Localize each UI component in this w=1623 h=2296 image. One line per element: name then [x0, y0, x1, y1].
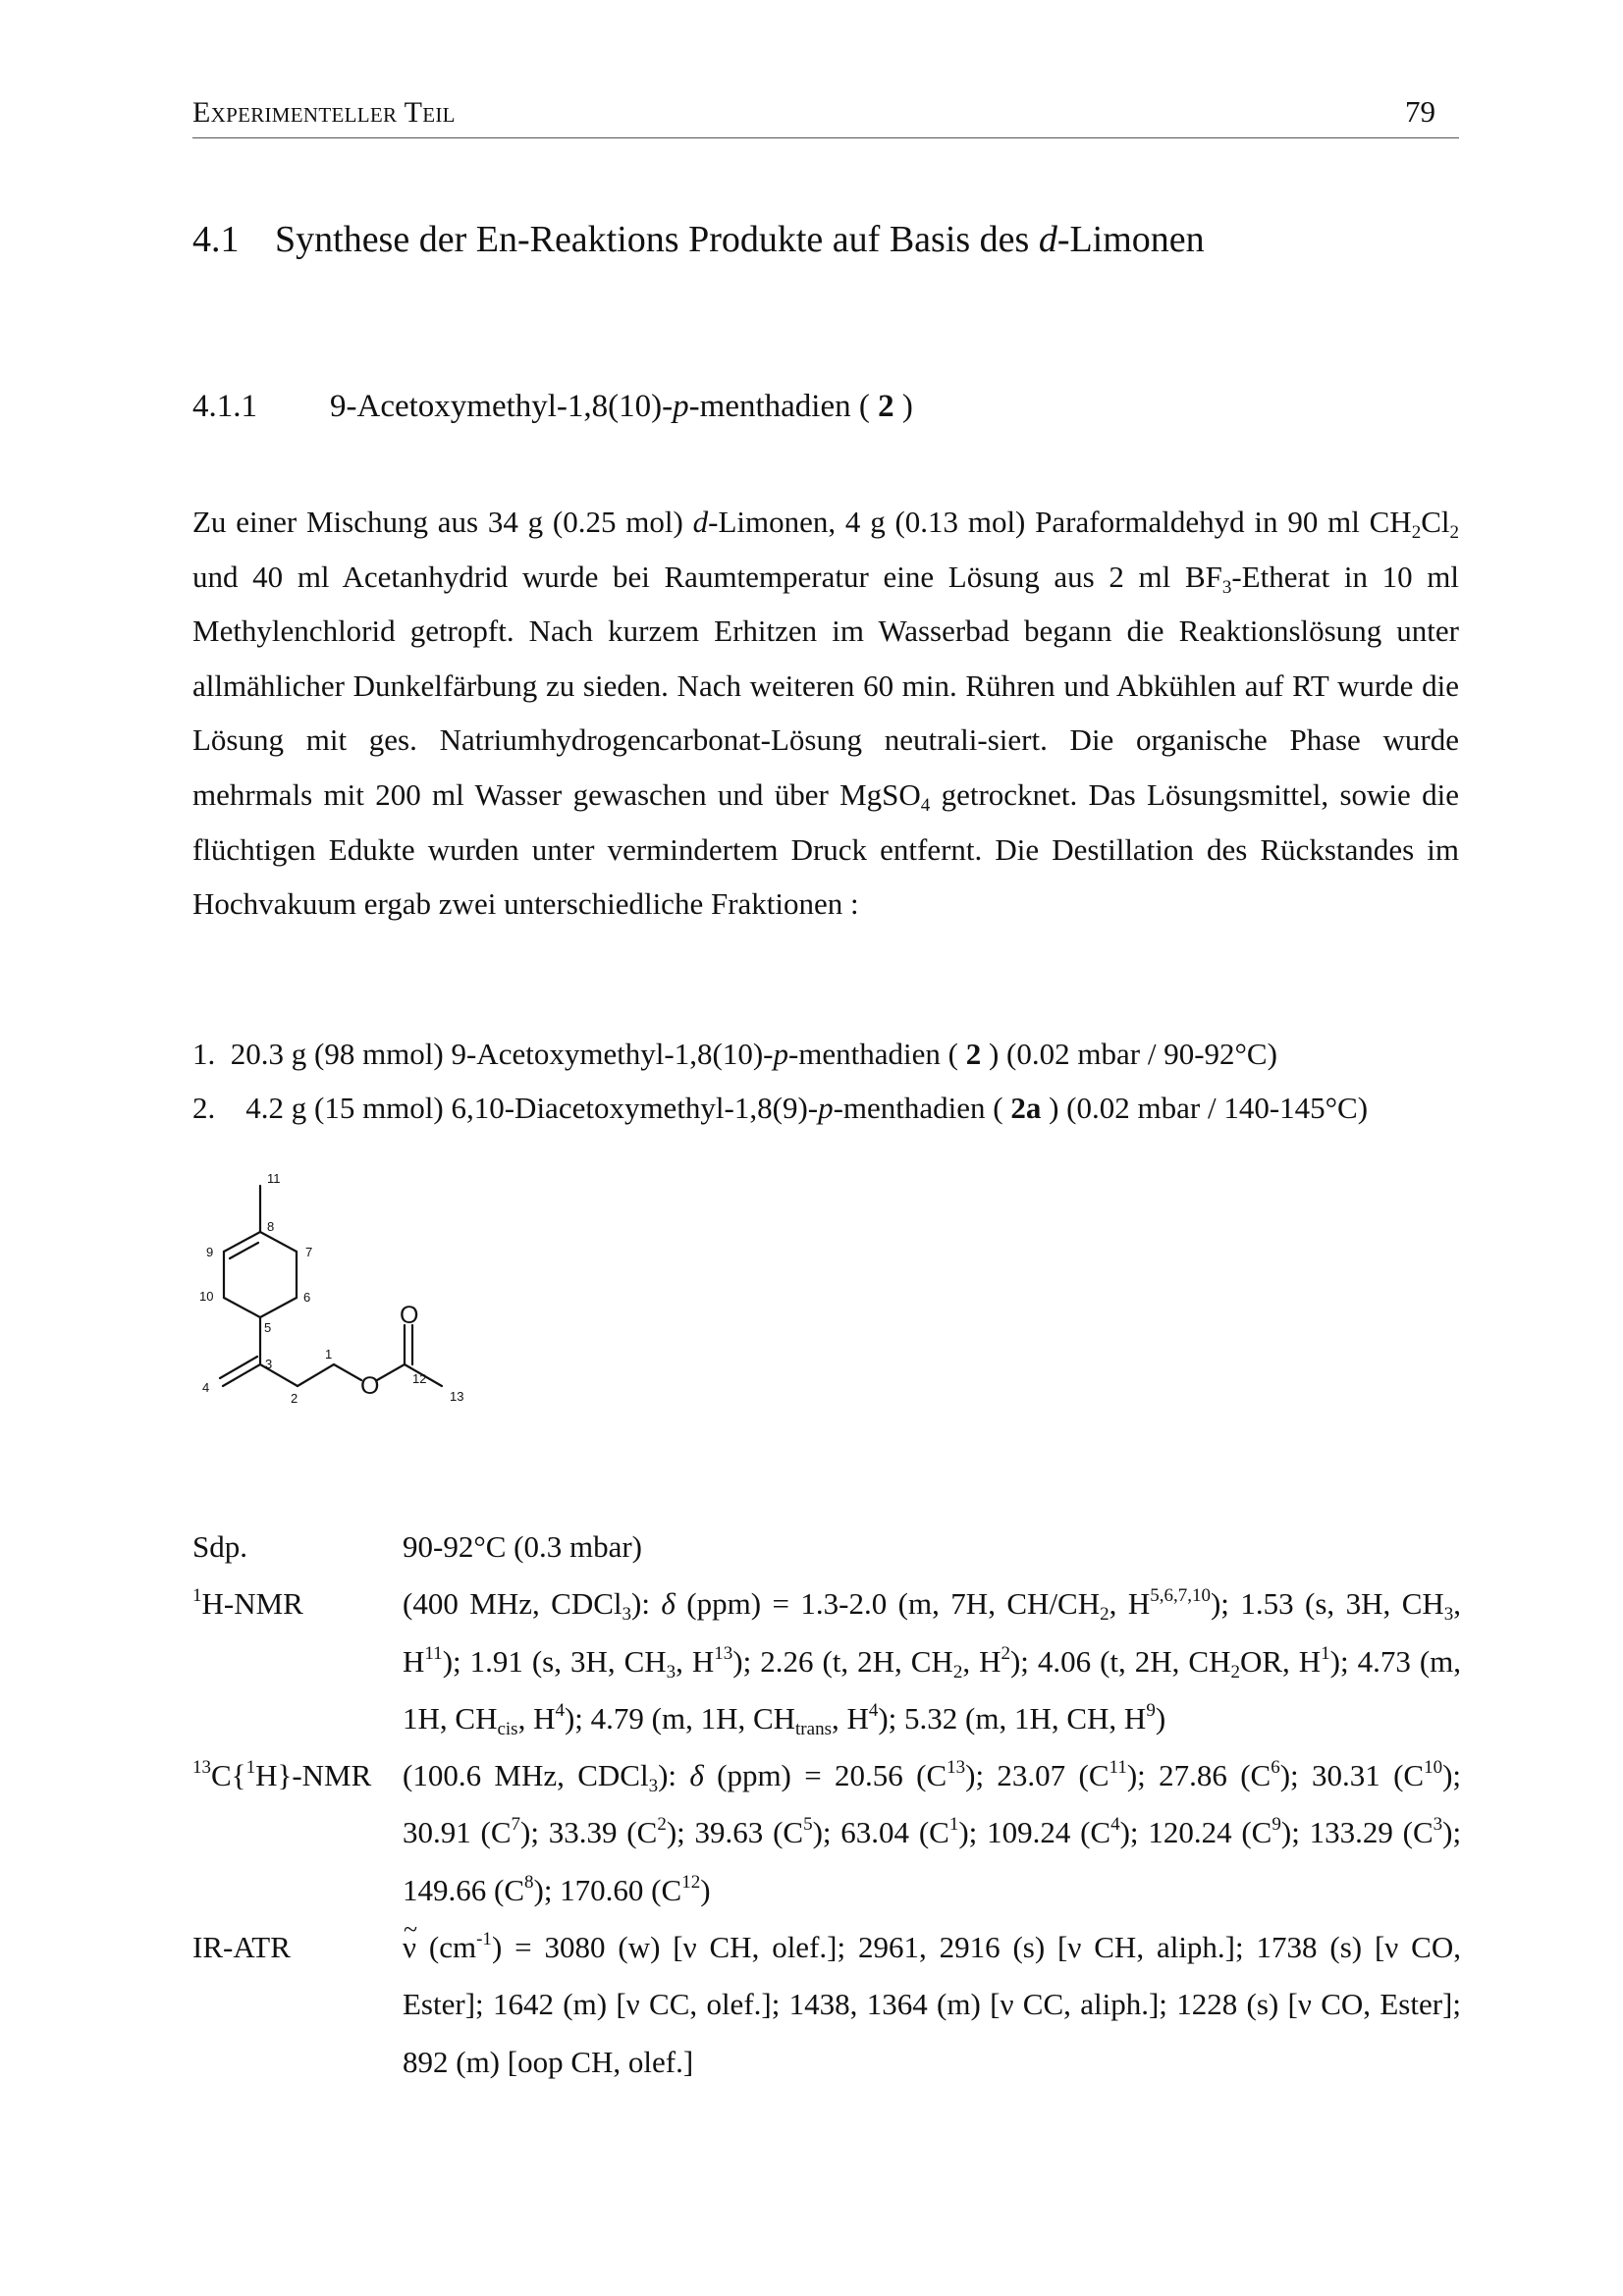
paragraph-text: Cl [1421, 505, 1450, 539]
bond [334, 1364, 361, 1380]
page-number: 79 [1405, 94, 1435, 129]
section-heading [192, 218, 1205, 261]
list-text: -menthadien ( [833, 1091, 1011, 1125]
list-italic: p [773, 1037, 788, 1071]
list-text: ) (0.02 mbar / 90-92°C) [981, 1037, 1277, 1071]
atom-label: 6 [303, 1290, 311, 1305]
bond [224, 1298, 260, 1317]
superscript: 1 [245, 1757, 256, 1779]
list-text: -menthadien ( [787, 1037, 966, 1071]
list-index: 1. [192, 1037, 216, 1071]
bond [260, 1298, 297, 1317]
list-text: 20.3 g (98 mmol) 9-Acetoxymethyl-1,8(10)- [230, 1037, 774, 1071]
bond-double [220, 1357, 257, 1378]
procedure-paragraph [192, 495, 1459, 932]
data-value: (400 MHz, CDCl$_3$): δ (ppm) = 1.3-2.0 (m, 7H, $CH/CH_2$, H$^{5,6,7,10}$); 1.53 (s, 3H, $CH_3$, $H^{11}$); 1.91 (s, 3H, $CH_3$, $H^{13}$); 2.26 (t, 2H, $CH_2$, $H^2$); 4.06 (t, 2H, $CH_2OR$, $H^1$); 4.73 (m, 1H, $CH_{cis}$, $H^4$); 4.79 (m, 1H, $CH_{trans}$, $H^4$); 5.32 (m, 1H, CH, $H^9$) [403, 1585, 1462, 1739]
superscript: 13 [192, 1757, 211, 1779]
subscript: 3 [1221, 576, 1232, 598]
wavenumber-symbol: ~ ν [403, 1919, 416, 1976]
list-text: 4.2 g (15 mmol) 6,10-Diacetoxymethyl-1,8(9)- [245, 1091, 819, 1125]
section-number: 4.1 [192, 219, 240, 260]
section-title-part: Synthese der En-Reaktions Produkte auf Basis des [275, 219, 1039, 260]
structure-diagram [187, 1168, 501, 1463]
oxygen-label: O [400, 1302, 419, 1329]
bond [224, 1232, 260, 1252]
superscript: 1 [192, 1585, 202, 1607]
atom-label: 13 [450, 1389, 464, 1404]
list-index: 2. [192, 1091, 216, 1125]
subsection-title-italic: p [673, 389, 689, 424]
subscript: 2 [1449, 522, 1459, 543]
atom-label: 9 [206, 1245, 214, 1259]
section-title-italic: d [1038, 219, 1057, 260]
paragraph-italic: d [692, 505, 709, 539]
label-text: H-NMR [201, 1586, 303, 1622]
data-row-sdp [192, 1519, 1461, 1575]
bond [377, 1364, 405, 1380]
data-label [192, 1575, 303, 1632]
data-label: Sdp. [192, 1529, 247, 1564]
data-row-cnmr [192, 1747, 1461, 1919]
list-text: ) (0.02 mbar / 140-145°C) [1041, 1091, 1369, 1125]
list-italic: p [818, 1091, 834, 1125]
subsection-number: 4.1.1 [192, 389, 257, 424]
atom-label: 4 [202, 1380, 210, 1395]
compound-number: 2 [965, 1037, 982, 1071]
subsection-title-part: 9-Acetoxymethyl-1,8(10)- [330, 389, 674, 424]
section-title-part: -Limonen [1056, 219, 1205, 260]
list-item [192, 1081, 1469, 1135]
atom-label: 11 [267, 1171, 281, 1186]
data-row-hnmr [192, 1575, 1461, 1747]
subscript: 4 [920, 794, 931, 816]
paragraph-text: getrocknet. Das Lösungsmittel, sowie die flüchtigen Edukte wurden unter vermindertem Druck entfernt. Die Destillation des Rückstandes im Hochvakuum ergab zwei unterschiedliche Fraktionen : [192, 776, 1459, 922]
fraction-list [192, 1027, 1469, 1135]
bond [298, 1364, 334, 1386]
bond [223, 1364, 260, 1386]
atom-label: 10 [199, 1289, 214, 1304]
atom-label: 3 [265, 1357, 273, 1371]
list-item [192, 1027, 1469, 1081]
subsection-heading [192, 389, 913, 425]
data-row-ir [192, 1919, 1461, 2091]
running-title: Experimenteller Teil [192, 96, 456, 129]
paragraph-text: -Etherat in 10 ml Methylenchlorid getropft. Nach kurzem Erhitzen im Wasserbad begann die Reaktionslösung unter allmählicher Dunkelfärbung zu sieden. Nach weiteren 60 min. Rühren und Abkühlen auf RT wurde die Lösung mit ges. Natriumhydrogencarbonat-Lösung neutrali-siert. Die organische Phase wurde mehrmals mit 200 ml Wasser gewaschen und über MgSO [192, 559, 1459, 812]
atom-label: 7 [305, 1245, 313, 1259]
paragraph-text: -Limonen, 4 g (0.13 mol) Paraformaldehyd in 90 ml CH [708, 505, 1412, 539]
atom-label: 2 [291, 1391, 298, 1406]
oxygen-label: O [360, 1372, 380, 1400]
atom-label: 8 [267, 1219, 275, 1234]
paragraph-text: Zu einer Mischung aus 34 g (0.25 mol) [192, 505, 693, 539]
paragraph-text: und 40 ml Acetanhydrid wurde bei Raumtemperatur eine Lösung aus 2 ml BF [192, 559, 1222, 594]
data-value: 90-92°C (0.3 mbar) [403, 1529, 642, 1564]
atom-label: 12 [412, 1371, 427, 1386]
data-value: (100.6 MHz, CDCl$_3$): δ (ppm) = 20.56 $(C^{13})$; 23.07 $(C^{11})$; 27.86 $(C^6)$; 30.31 $(C^{10})$; 30.91 $(C^7)$; 33.39 $(C^2)$; 39.63 $(C^5)$; 63.04 $(C^1)$; 109.24 $(C^4)$; 120.24 $(C^9)$; 133.29 $(C^3)$; 149.66 $(C^8)$; 170.60 $(C^{12})$ [403, 1757, 1462, 1907]
characterization-data [192, 1519, 1461, 2091]
label-text: C{ [211, 1758, 246, 1793]
subsection-title-part: -menthadien ( [688, 389, 879, 424]
label-text: H}-NMR [255, 1758, 372, 1793]
compound-number: 2 [878, 389, 894, 424]
subscript: 2 [1411, 522, 1422, 543]
atom-label: 5 [264, 1320, 272, 1335]
compound-number: 2a [1010, 1091, 1042, 1125]
data-value: ~ ν $(cm^{-1}) = 3080$ (w) [ν CH, olef.]; 2961, 2916 (s) [ν CH, aliph.]; 1738 (s) [ν CO, Ester]; 1642 (m) [ν CC, olef.]; 1438, 1364 (m) [ν CC, aliph.]; 1228 (s) [ν CO, Ester]; 892 (m) [oop CH, olef.] [403, 1919, 1461, 2091]
data-label: IR-ATR [192, 1930, 291, 1965]
atom-label: 1 [325, 1347, 333, 1362]
running-header [192, 90, 1459, 138]
bond [260, 1232, 297, 1252]
data-label [192, 1747, 371, 1804]
subsection-title-part: ) [893, 389, 913, 424]
